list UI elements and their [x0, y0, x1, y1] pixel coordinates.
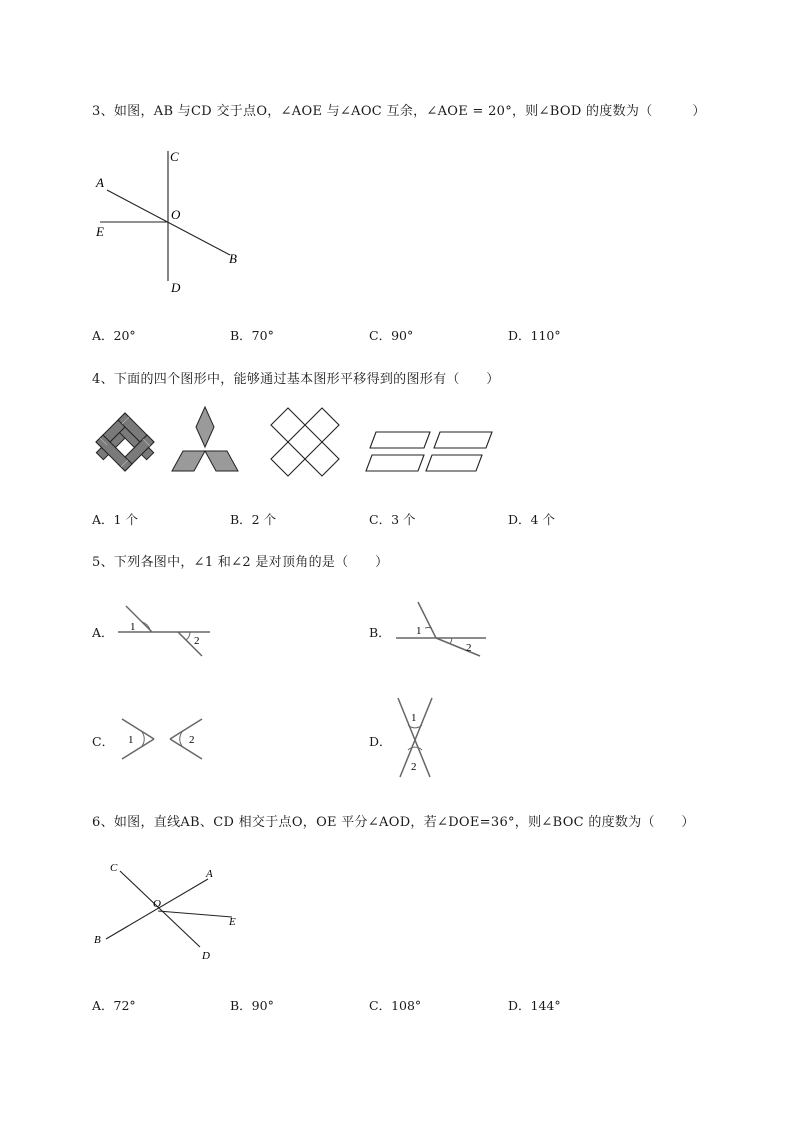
q6-label-c: C	[110, 862, 118, 874]
q5-c-angle1: 1	[128, 734, 134, 746]
q6-label-o: O	[153, 898, 161, 910]
q5-figure-d	[392, 695, 442, 781]
q6-option-b[interactable]: B．90°	[230, 998, 274, 1013]
q5-a-angle1: 1	[130, 621, 136, 633]
q5-figure-b	[392, 598, 492, 662]
q4-figure-bar-frame	[92, 407, 158, 475]
q6-label-e: E	[229, 916, 236, 928]
q5-d-angle1: 1	[411, 712, 417, 724]
q4-figure-four-squares	[268, 405, 342, 479]
q5-option-b[interactable]: B．	[369, 625, 391, 640]
q5-b-angle1: 1	[416, 625, 422, 637]
q3-label-c: C	[170, 149, 179, 164]
q4-option-a[interactable]: A．1 个	[92, 512, 138, 527]
q6-figure	[90, 855, 250, 965]
q5-option-c[interactable]: C．	[92, 734, 115, 749]
q5-option-a[interactable]: A．	[92, 625, 114, 640]
q3-figure	[90, 145, 250, 295]
q5-option-d[interactable]: D．	[369, 734, 392, 749]
q6-label-d: D	[202, 950, 210, 962]
q3-option-a[interactable]: A．20°	[92, 328, 136, 343]
q5-d-angle2: 2	[411, 761, 417, 773]
q4-figure-parallelograms	[364, 429, 496, 475]
q4-option-c[interactable]: C．3 个	[369, 512, 416, 527]
q6-option-d[interactable]: D．144°	[508, 998, 561, 1013]
q5-figure-a	[112, 600, 216, 660]
q5-c-angle2: 2	[189, 734, 195, 746]
q5-figure-c	[116, 715, 206, 765]
q3-stem: 3、如图，AB 与CD 交于点O，∠AOE 与∠AOC 互余，∠AOE = 20°，则∠BOD 的度数为（ ）	[92, 104, 706, 119]
q3-label-e: E	[96, 224, 104, 239]
q6-label-a: A	[206, 868, 213, 880]
q3-label-o: O	[171, 207, 181, 222]
q4-option-d[interactable]: D．4 个	[508, 512, 555, 527]
q3-label-d: D	[171, 280, 181, 295]
q4-option-b[interactable]: B．2 个	[230, 512, 277, 527]
q5-a-angle2: 2	[194, 635, 200, 647]
q5-stem: 5、下列各图中，∠1 和∠2 是对顶角的是（ ）	[92, 555, 389, 570]
q6-label-b: B	[94, 934, 101, 946]
q5-b-angle2: 2	[466, 642, 472, 654]
q6-option-c[interactable]: C．108°	[369, 998, 422, 1013]
q3-option-d[interactable]: D．110°	[508, 328, 561, 343]
q4-stem: 4、下面的四个图形中，能够通过基本图形平移得到的图形有（ ）	[92, 372, 500, 387]
q3-option-b[interactable]: B．70°	[230, 328, 274, 343]
q6-option-a[interactable]: A．72°	[92, 998, 136, 1013]
q3-label-b: B	[229, 251, 237, 266]
q4-figure-three-rhombi	[168, 405, 242, 473]
q3-label-a: A	[96, 175, 104, 190]
q3-option-c[interactable]: C．90°	[369, 328, 414, 343]
q6-stem: 6、如图，直线AB、CD 相交于点O，OE 平分∠AOD，若∠DOE=36°，则∠BOC 的度数为（ ）	[92, 815, 695, 830]
